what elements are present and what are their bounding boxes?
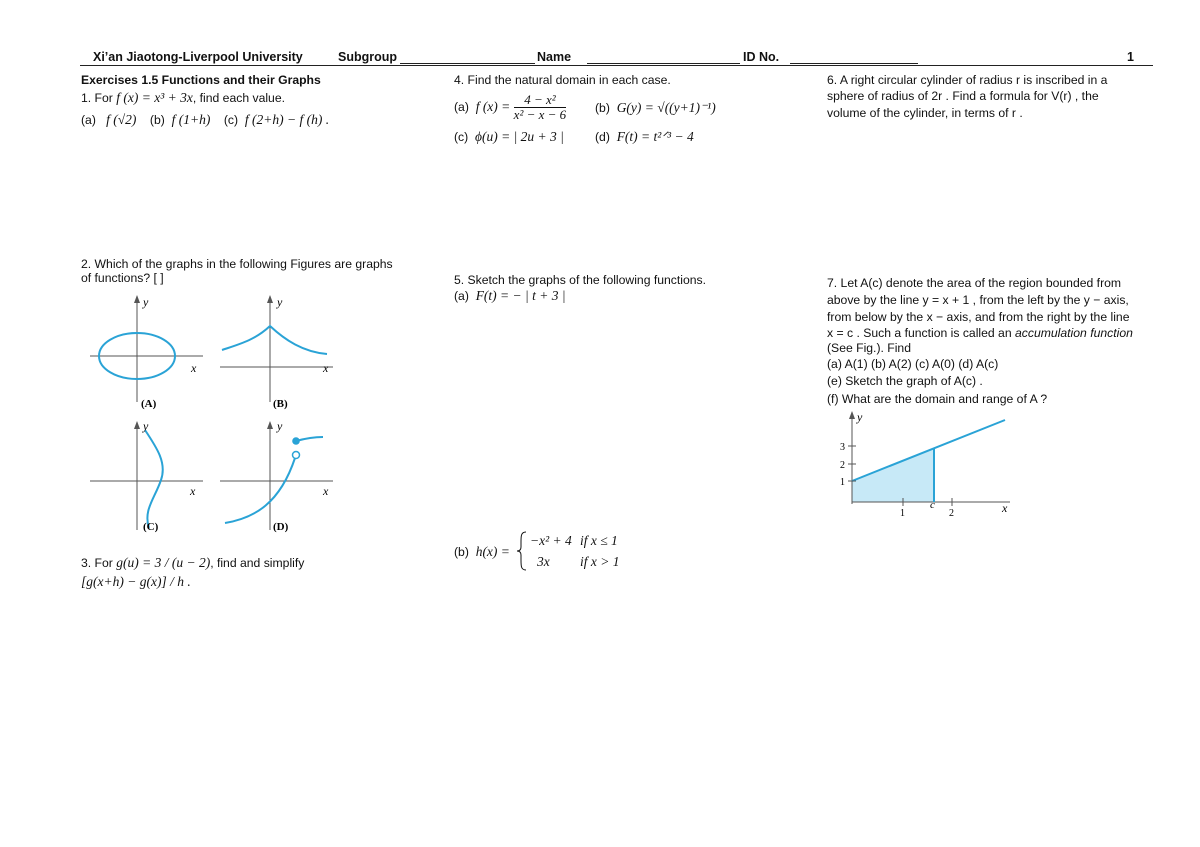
q5-b-brace (515, 530, 529, 572)
q5-b-case1: −x² + 4 (530, 533, 572, 548)
q7-line5: (See Fig.). Find (827, 341, 911, 355)
subgroup-label: Subgroup (338, 50, 398, 64)
graph-c (85, 418, 215, 538)
q1-b: f (1+h) (171, 112, 211, 127)
q7-line4-text: x = c . Such a function is called an (827, 326, 1015, 340)
graph-c-y-label: y (143, 419, 149, 433)
q6-line2: sphere of radius of 2r . Find a formula for V(r) , the (827, 89, 1099, 103)
q7-y-tick-2: 2 (840, 460, 845, 471)
q7-x-axis-label: x (1002, 501, 1008, 515)
q4-c (454, 129, 564, 145)
q7-line4 (827, 325, 1133, 341)
q4-a-numerator: 4 − x² (514, 93, 566, 108)
q3-tail: , find and simplify (210, 556, 305, 570)
q7-accumulation-term: accumulation function (1015, 326, 1133, 340)
q4-b-label: (b) (595, 101, 610, 115)
q4-a (454, 90, 566, 124)
q7-figure (830, 408, 1020, 520)
q1-c-label: (c) (223, 113, 239, 127)
graph-d-y-label: y (277, 419, 283, 433)
id-field[interactable] (790, 63, 918, 64)
q4-c-label: (c) (454, 130, 469, 144)
university-name: Xi’an Jiaotong-Liverpool University (93, 50, 303, 64)
subgroup-field[interactable] (400, 63, 535, 64)
name-field[interactable] (587, 63, 740, 64)
q1-c: f (2+h) − f (h) . (244, 112, 330, 127)
q4-a-denominator: x² − x − 6 (513, 107, 567, 123)
q5-b-cond2: if x > 1 (580, 554, 620, 569)
q7-parts: (a) A(1) (b) A(2) (c) A(0) (d) A(c) (827, 357, 999, 371)
graph-d (215, 418, 345, 538)
q7-x-tick-2: 2 (949, 508, 954, 519)
q4-b (595, 100, 716, 116)
graph-d-label: (D) (273, 521, 289, 533)
q3-function: g(u) = 3 / (u − 2) (116, 555, 211, 570)
q4-a-lhs: f (x) = (475, 99, 511, 114)
name-label: Name (537, 50, 572, 64)
q1-function: f (x) = x³ + 3x (116, 90, 193, 105)
q3-expression: [g(x+h) − g(x)] / h . (81, 574, 191, 589)
q4-b-expr: G(y) = √((y+1)⁻¹) (616, 100, 716, 115)
q7-y-axis-label: y (857, 410, 863, 424)
q7-f: (f) What are the domain and range of A ? (827, 392, 1048, 406)
q5-b-label: (b) (454, 545, 469, 559)
id-label: ID No. (743, 50, 780, 64)
graph-c-label: (C) (143, 521, 159, 533)
q1-a-label: (a) (81, 113, 96, 127)
q1-a: f (√2) (106, 112, 137, 127)
q5-b (454, 544, 510, 560)
q4-a-fraction (514, 93, 566, 122)
q3-line (81, 555, 304, 571)
q7-line3: from below by the x − axis, and from the right by the line (827, 310, 1130, 324)
q4-a-label: (a) (454, 100, 469, 114)
graph-b-y-label: y (277, 295, 283, 309)
q5-b-case2: 3x (537, 554, 550, 569)
graph-a-x-label: x (191, 361, 197, 375)
q2-line2: of functions? [ ] (81, 271, 164, 285)
graph-b-label: (B) (273, 398, 288, 410)
graph-c-x-label: x (190, 484, 196, 498)
q5-a-expr: F(t) = − | t + 3 | (475, 288, 566, 303)
q6-line1: 6. A right circular cylinder of radius r is inscribed in a (827, 73, 1108, 87)
q1-b-label: (b) (149, 113, 165, 127)
q4-d-expr: F(t) = t²ᐟ³ − 4 (616, 129, 694, 144)
q5-a-label: (a) (454, 289, 469, 303)
q3-intro: 3. For (81, 556, 113, 570)
q1-parts (81, 112, 329, 128)
q5-a (454, 288, 566, 304)
q4-d (595, 129, 694, 145)
q7-line2: above by the line y = x + 1 , from the left by the y − axis, (827, 293, 1129, 307)
exercise-title: Exercises 1.5 Functions and their Graphs (81, 73, 321, 87)
q7-line1: 7. Let A(c) denote the area of the region bounded from (827, 276, 1122, 290)
q2-line1: 2. Which of the graphs in the following Figures are graphs (81, 257, 393, 271)
q3-expr-line (81, 574, 191, 590)
q5-title: 5. Sketch the graphs of the following functions. (454, 273, 707, 287)
header-rule (80, 65, 1153, 66)
q1-intro: 1. For (81, 91, 113, 105)
q7-y-tick-1: 1 (840, 477, 845, 488)
page-number: 1 (1127, 50, 1134, 64)
q1-tail: , find each value. (192, 91, 286, 105)
graph-d-x-label: x (323, 484, 329, 498)
q5-b-cond1: if x ≤ 1 (580, 533, 618, 548)
q6-line3: volume of the cylinder, in terms of r . (827, 106, 1023, 120)
q5-b-lhs: h(x) = (475, 544, 510, 559)
graph-b (215, 292, 345, 412)
q4-d-label: (d) (595, 130, 610, 144)
q7-e: (e) Sketch the graph of A(c) . (827, 374, 983, 388)
q7-y-tick-3: 3 (840, 442, 845, 453)
graph-b-x-label: x (323, 361, 329, 375)
graph-a-label: (A) (141, 398, 157, 410)
q4-title: 4. Find the natural domain in each case. (454, 73, 671, 87)
q4-c-expr: ϕ(u) = | 2u + 3 | (475, 129, 564, 144)
q7-x-tick-1: 1 (900, 508, 905, 519)
q1-line (81, 90, 285, 106)
q7-x-tick-c: c (930, 499, 935, 511)
graph-a-y-label: y (143, 295, 149, 309)
graph-a (85, 292, 215, 412)
